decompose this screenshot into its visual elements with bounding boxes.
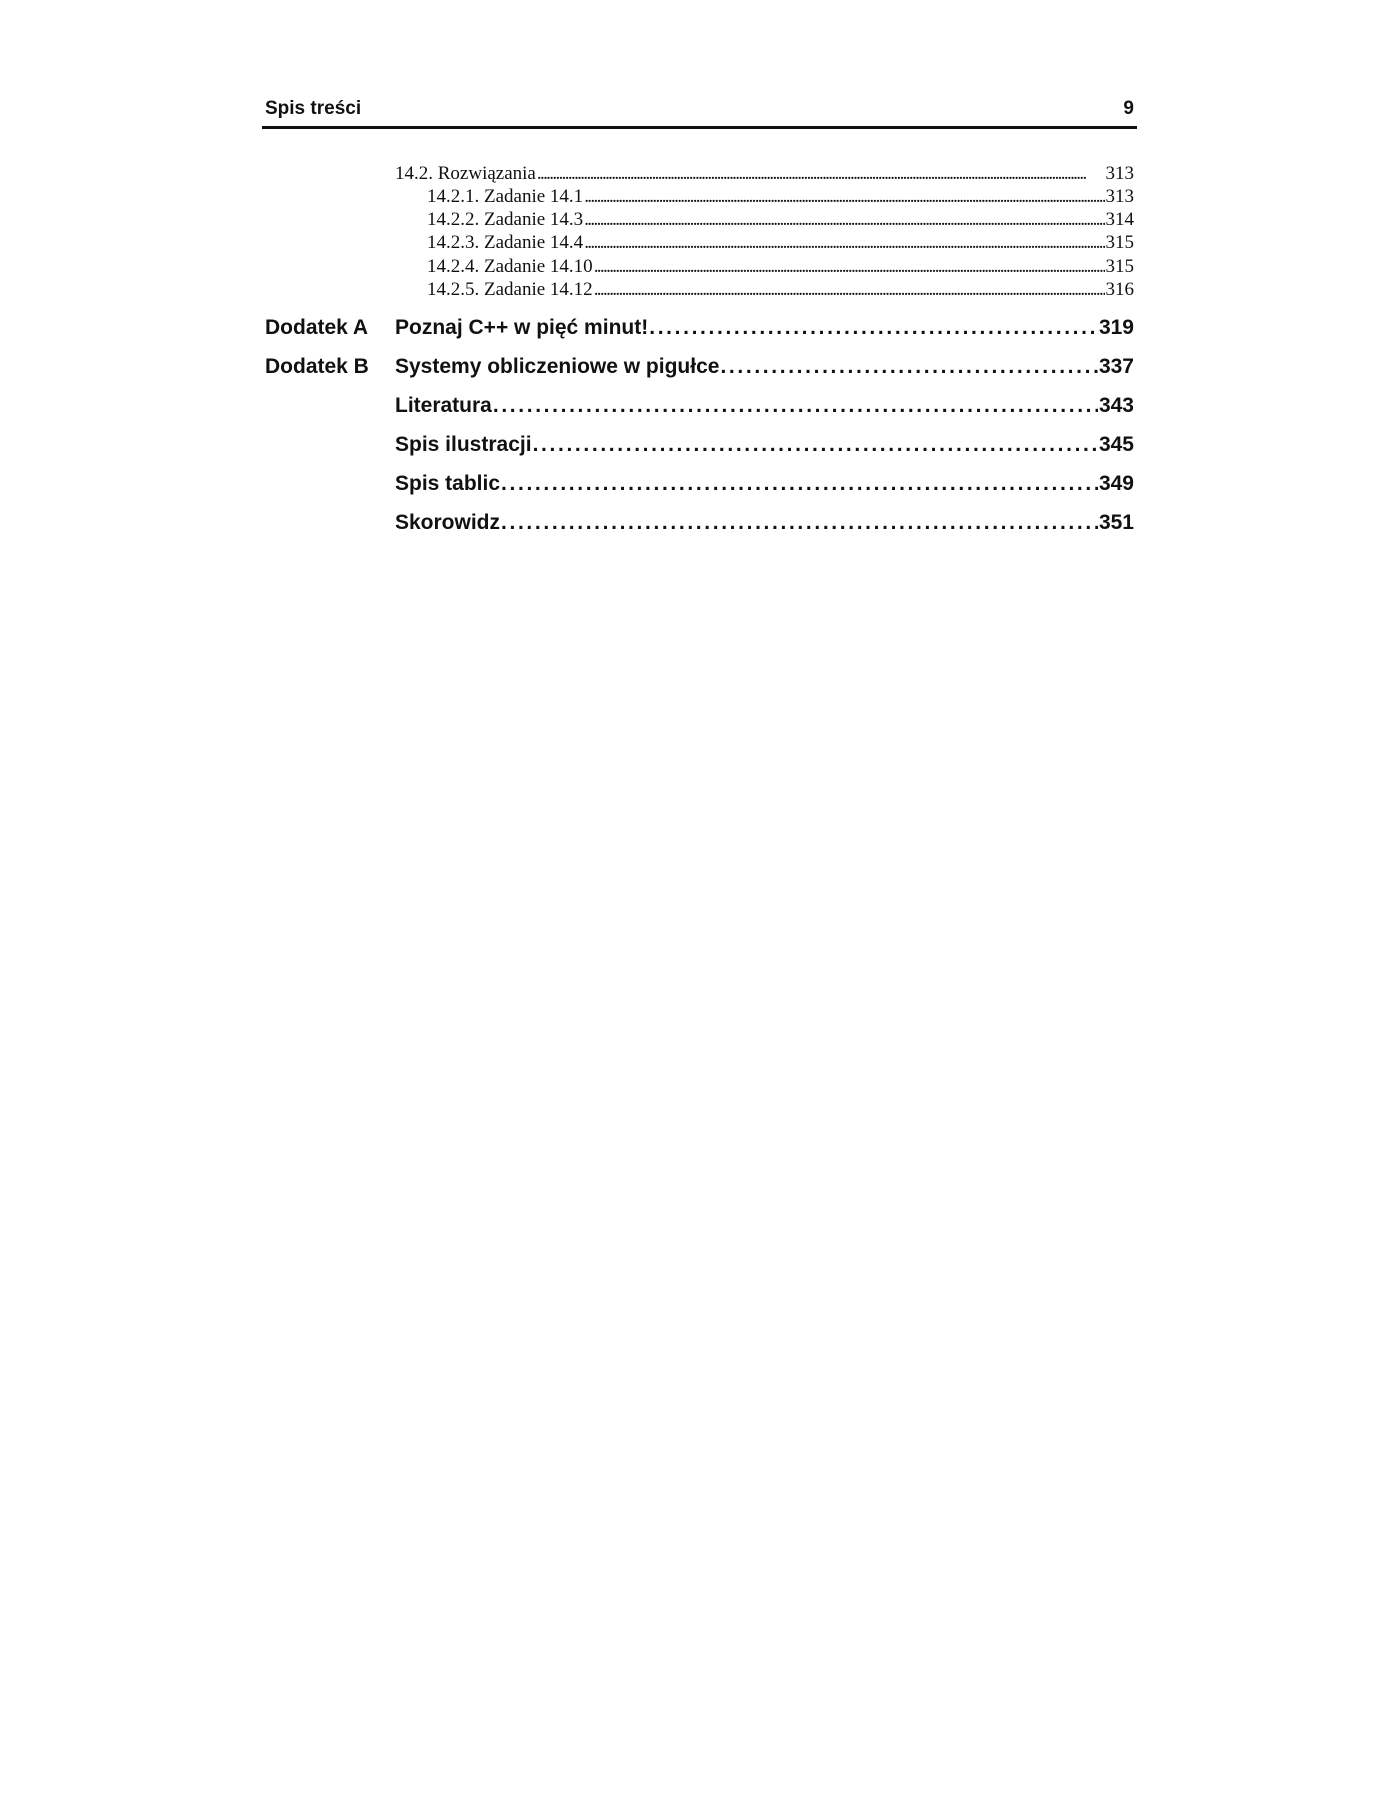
toc-entry-title: Skorowidz: [395, 511, 501, 534]
toc-entry-title: 14.2.4. Zadanie 14.10: [427, 256, 593, 277]
toc-entry-title: 14.2.1. Zadanie 14.1: [427, 186, 584, 207]
dot-leader: [584, 186, 1104, 208]
toc-entry-title: 14.2.2. Zadanie 14.3: [427, 209, 584, 230]
toc-entry-chapter[interactable]: [395, 433, 1134, 461]
toc-entry-title: 14.2. Rozwiązania: [395, 163, 536, 184]
toc-entry-title: Spis ilustracji: [395, 433, 532, 456]
page-number: 9: [1123, 98, 1134, 119]
toc-entry-subsection[interactable]: [427, 186, 1134, 209]
appendix-label: Dodatek A: [265, 316, 369, 339]
toc-entry-chapter[interactable]: [395, 355, 1134, 383]
toc-entry-page: 343: [1098, 394, 1134, 417]
toc-entry-title: Systemy obliczeniowe w pigułce: [395, 355, 720, 378]
toc-entry-page: 313: [1105, 163, 1134, 184]
toc-entry-chapter[interactable]: [395, 394, 1134, 422]
dot-leader: [720, 355, 1098, 379]
toc-entry-page: 314: [1105, 209, 1134, 230]
toc-entry-subsection[interactable]: [427, 232, 1134, 255]
toc-entry-subsection[interactable]: [427, 209, 1134, 232]
toc-entry-title: Literatura: [395, 394, 492, 417]
dot-leader: [594, 256, 1105, 278]
toc-entry-page: 315: [1105, 256, 1134, 277]
dot-leader: [584, 209, 1104, 231]
toc-entry-subsection[interactable]: [427, 279, 1134, 302]
toc-entry-chapter[interactable]: [395, 316, 1134, 344]
dot-leader: [501, 511, 1098, 535]
toc-entry-page: 349: [1098, 472, 1134, 495]
toc-entry-title: Poznaj C++ w pięć minut!: [395, 316, 649, 339]
toc-entry-page: 319: [1098, 316, 1134, 339]
running-header: [262, 96, 1137, 129]
dot-leader: [501, 472, 1098, 496]
toc-entry-chapter[interactable]: [395, 511, 1134, 539]
dot-leader: [584, 232, 1104, 254]
toc-entry-page: 315: [1105, 232, 1134, 253]
dot-leader: [533, 433, 1098, 457]
toc-entry-section[interactable]: [395, 163, 1134, 186]
toc-entry-subsection[interactable]: [427, 256, 1134, 279]
appendix-label: Dodatek B: [265, 355, 369, 378]
running-header-title: Spis treści: [265, 98, 362, 119]
dot-leader: [493, 394, 1098, 418]
toc-entry-title: 14.2.3. Zadanie 14.4: [427, 232, 584, 253]
toc-entry-title: 14.2.5. Zadanie 14.12: [427, 279, 593, 300]
dot-leader: [594, 279, 1105, 301]
toc-entry-page: 351: [1098, 511, 1134, 534]
dot-leader: [649, 316, 1098, 340]
toc-entry-title: Spis tablic: [395, 472, 501, 495]
toc-entry-page: 345: [1098, 433, 1134, 456]
toc-entry-page: 313: [1105, 186, 1134, 207]
toc-entry-chapter[interactable]: [395, 472, 1134, 500]
dot-leader: [537, 163, 1105, 185]
toc-entry-page: 316: [1105, 279, 1134, 300]
toc-entry-page: 337: [1098, 355, 1134, 378]
